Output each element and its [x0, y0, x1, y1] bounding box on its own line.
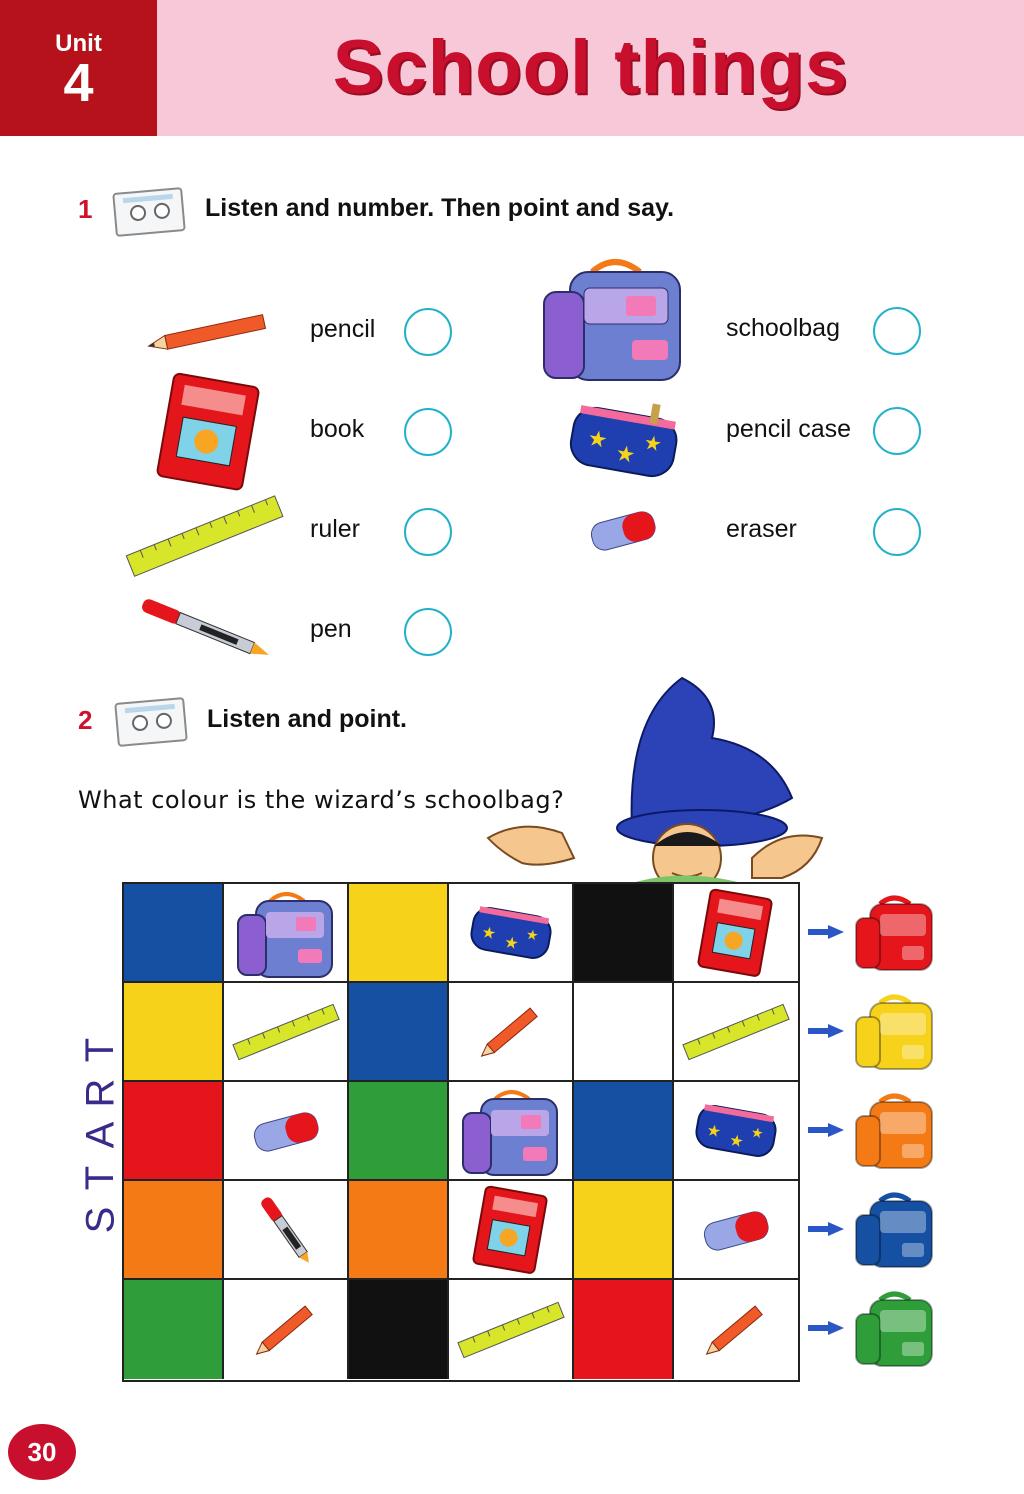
arrow-right-icon: [808, 925, 844, 939]
answer-schoolbag-yellow[interactable]: [852, 991, 942, 1071]
maze-cell-green[interactable]: [124, 1280, 224, 1379]
eraser-icon: [248, 1106, 324, 1156]
start-label: [70, 1030, 130, 1240]
word-pencil: pencil: [310, 315, 376, 343]
exercise-2-instruction: Listen and point.: [207, 705, 407, 733]
eraser-icon: [698, 1205, 774, 1255]
maze-cell-blue[interactable]: [124, 884, 224, 983]
maze-cell-eraser[interactable]: [224, 1082, 349, 1181]
answer-circle-book[interactable]: [404, 408, 452, 456]
eraser-icon: [585, 505, 661, 555]
schoolbag-icon: [459, 1085, 563, 1177]
page-number: 30: [8, 1424, 76, 1480]
maze-cell-pen[interactable]: [224, 1181, 349, 1280]
svg-text:★: ★: [502, 931, 520, 953]
page-title: School things: [332, 25, 849, 110]
cassette-icon[interactable]: [114, 697, 188, 747]
pen-icon: [130, 598, 280, 660]
pencil-icon: [471, 1002, 551, 1062]
maze-cell-orange[interactable]: [124, 1181, 224, 1280]
pencil-case-icon: [468, 900, 554, 966]
exercise-2-number: 2: [78, 705, 93, 735]
maze-cell-blue[interactable]: [574, 1082, 674, 1181]
svg-text:★: ★: [479, 921, 498, 943]
maze-cell-pencil[interactable]: [449, 983, 574, 1082]
ruler-icon: [120, 495, 290, 580]
svg-text:★: ★: [585, 425, 610, 454]
svg-text:★: ★: [749, 1124, 765, 1143]
word-pencil-case: pencil case: [726, 415, 852, 443]
arrow-right-icon: [808, 1222, 844, 1236]
exercise-1-number: 1: [78, 194, 93, 224]
schoolbag-icon: [540, 252, 690, 384]
maze-cell-white[interactable]: [574, 983, 674, 1082]
start-letter: T: [78, 1165, 122, 1190]
maze-cell-schoolbag[interactable]: [224, 884, 349, 983]
maze-cell-blue[interactable]: [349, 983, 449, 1082]
maze-cell-pencil[interactable]: [674, 1280, 798, 1379]
word-book: book: [310, 415, 365, 443]
cassette-icon[interactable]: [112, 187, 186, 237]
answer-circle-pencil[interactable]: [404, 308, 452, 356]
answer-schoolbag-red[interactable]: [852, 892, 942, 972]
answer-circle-pen[interactable]: [404, 608, 452, 656]
start-letter: R: [77, 1078, 122, 1107]
maze-cell-black[interactable]: [574, 884, 674, 983]
svg-text:★: ★: [641, 429, 664, 457]
maze-cell-yellow[interactable]: [574, 1181, 674, 1280]
pencil-case-icon: [566, 395, 682, 485]
pencil-icon: [696, 1300, 776, 1360]
unit-badge: [0, 0, 157, 136]
pen-icon: [246, 1185, 326, 1275]
word-schoolbag: schoolbag: [726, 314, 840, 342]
book-icon: [696, 888, 776, 978]
maze-cell-red[interactable]: [574, 1280, 674, 1379]
book-icon: [471, 1185, 551, 1275]
maze-cell-book[interactable]: [449, 1181, 574, 1280]
maze-cell-yellow[interactable]: [349, 884, 449, 983]
word-pen: pen: [310, 615, 352, 643]
svg-text:★: ★: [727, 1129, 746, 1151]
pencil-icon: [246, 1300, 326, 1360]
maze-cell-orange[interactable]: [349, 1181, 449, 1280]
ruler-icon: [453, 1300, 569, 1360]
unit-number: 4: [63, 53, 94, 113]
maze-cell-green[interactable]: [349, 1082, 449, 1181]
unit-label: Unit: [55, 30, 102, 57]
answer-circle-pencil-case[interactable]: [873, 407, 921, 455]
answer-circle-schoolbag[interactable]: [873, 307, 921, 355]
maze-cell-pencil-case[interactable]: [674, 1082, 798, 1181]
svg-text:★: ★: [524, 926, 540, 945]
start-letter: T: [78, 1037, 122, 1063]
answer-circle-ruler[interactable]: [404, 508, 452, 556]
maze-cell-book[interactable]: [674, 884, 798, 983]
title-band: [157, 0, 1024, 136]
maze-cell-ruler[interactable]: [674, 983, 798, 1082]
maze-cell-pencil-case[interactable]: [449, 884, 574, 983]
pencil-case-icon: [693, 1098, 779, 1164]
schoolbag-icon: [234, 887, 338, 979]
svg-text:★: ★: [613, 440, 638, 469]
start-letter: S: [78, 1206, 122, 1234]
arrow-right-icon: [808, 1321, 844, 1335]
maze-cell-schoolbag[interactable]: [449, 1082, 574, 1181]
word-eraser: eraser: [726, 515, 797, 543]
answer-schoolbag-blue[interactable]: [852, 1189, 942, 1269]
answer-circle-eraser[interactable]: [873, 508, 921, 556]
exercise-2-question: What colour is the wizard’s schoolbag?: [78, 786, 565, 814]
arrow-right-icon: [808, 1123, 844, 1137]
colour-maze-grid: [122, 882, 800, 1382]
svg-text:★: ★: [705, 1119, 723, 1141]
pencil-icon: [145, 312, 275, 352]
word-ruler: ruler: [310, 515, 361, 543]
book-icon: [155, 372, 265, 492]
answer-schoolbag-green[interactable]: [852, 1288, 942, 1368]
answer-schoolbag-orange[interactable]: [852, 1090, 942, 1170]
maze-cell-ruler[interactable]: [224, 983, 349, 1082]
maze-cell-ruler[interactable]: [449, 1280, 574, 1379]
wizard-illustration: [482, 668, 832, 890]
ruler-icon: [678, 1002, 794, 1062]
start-letter: A: [78, 1121, 122, 1149]
maze-cell-black[interactable]: [349, 1280, 449, 1379]
exercise-1-instruction: Listen and number. Then point and say.: [205, 194, 675, 222]
maze-cell-eraser[interactable]: [674, 1181, 798, 1280]
ruler-icon: [228, 1002, 344, 1062]
arrow-right-icon: [808, 1024, 844, 1038]
maze-cell-yellow[interactable]: [124, 983, 224, 1082]
maze-cell-red[interactable]: [124, 1082, 224, 1181]
maze-cell-pencil[interactable]: [224, 1280, 349, 1379]
